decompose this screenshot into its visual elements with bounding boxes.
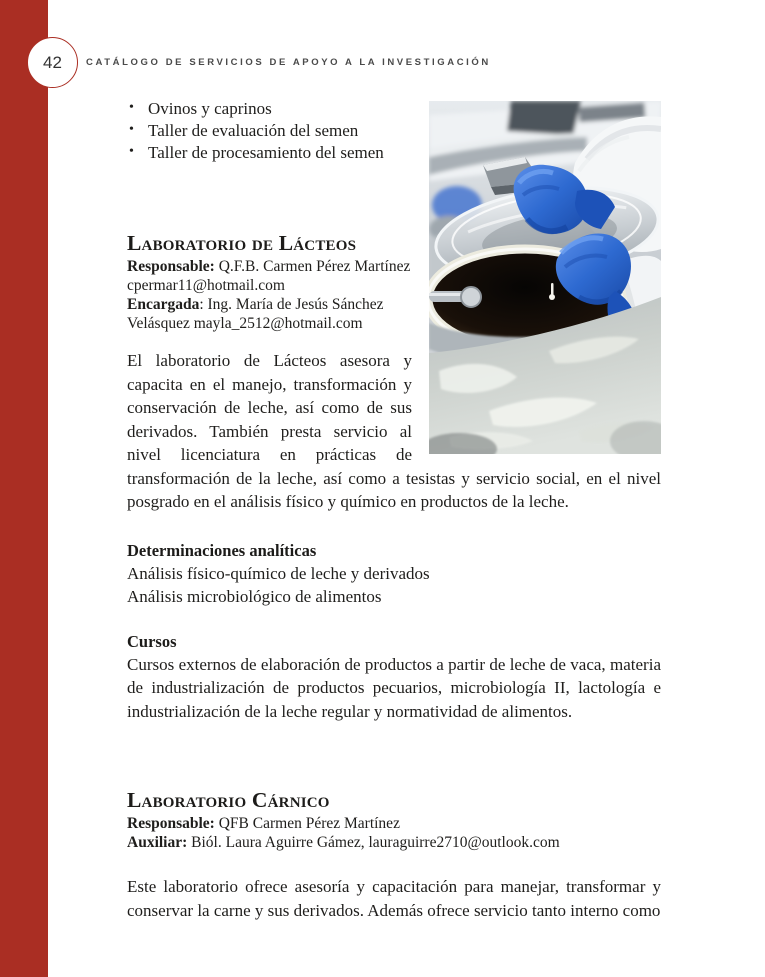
contact-line: cpermar11@hotmail.com xyxy=(127,277,285,294)
running-header: CATÁLOGO DE SERVICIOS DE APOYO A LA INVESTIGACIÓN xyxy=(86,57,491,68)
bullet-icon: • xyxy=(129,122,134,137)
page-content xyxy=(127,98,661,922)
carnico-contact-block xyxy=(127,814,661,852)
list-item: • Taller de evaluación del semen xyxy=(129,121,359,140)
analytics-subhead: Determinaciones analíticas xyxy=(127,540,317,560)
analytics-item: Análisis microbiológico de alimentos xyxy=(127,587,382,606)
courses-subhead: Cursos xyxy=(127,631,177,651)
page-number-badge xyxy=(27,37,78,88)
analytics-list xyxy=(127,562,661,609)
page-number: 42 xyxy=(43,52,62,72)
contact-line: Auxiliar: Biól. Laura Aguirre Gámez, lauraguirre2710@outlook.com xyxy=(127,834,560,851)
service-bullet-list xyxy=(127,98,661,164)
analytics-item: Análisis físico-químico de leche y derivados xyxy=(127,563,430,583)
section-title-carnico: Laboratorio Cárnico xyxy=(127,788,330,812)
lacteos-description: El laboratorio de Lácteos asesora y capacita en el manejo, transformación y conservación de leche, así como de sus derivados. También presta servicio al nivel licenciatura en prácticas de transformación de la leche, así como a tesistas y servicio social, en el nivel posgrado en el análisis físico y químico en productos de la leche. xyxy=(127,351,661,511)
list-item: • Ovinos y caprinos xyxy=(129,99,272,118)
contact-line: Velásquez mayla_2512@hotmail.com xyxy=(127,315,363,332)
contact-line: Responsable: Q.F.B. Carmen Pérez Martínez xyxy=(127,258,411,275)
carnico-description: Este laboratorio ofrece asesoría y capacitación para manejar, transformar y conservar la carne y sus derivados. Además ofrece servicio tanto interno como xyxy=(127,877,661,920)
left-accent-bar xyxy=(0,0,48,977)
section-title-lacteos: Laboratorio de Lácteos xyxy=(127,231,357,255)
list-item: • Taller de procesamiento del semen xyxy=(129,143,384,162)
bullet-icon: • xyxy=(129,144,134,159)
contact-line: Encargada: Ing. María de Jesús Sánchez xyxy=(127,296,384,313)
courses-description: Cursos externos de elaboración de productos a partir de leche de vaca, materia de industrialización de productos pecuarios, microbiología II, lactología e industrialización de la leche regular y normatividad de alimentos. xyxy=(127,654,661,721)
contact-line: Responsable: QFB Carmen Pérez Martínez xyxy=(127,815,400,832)
bullet-icon: • xyxy=(129,100,134,115)
